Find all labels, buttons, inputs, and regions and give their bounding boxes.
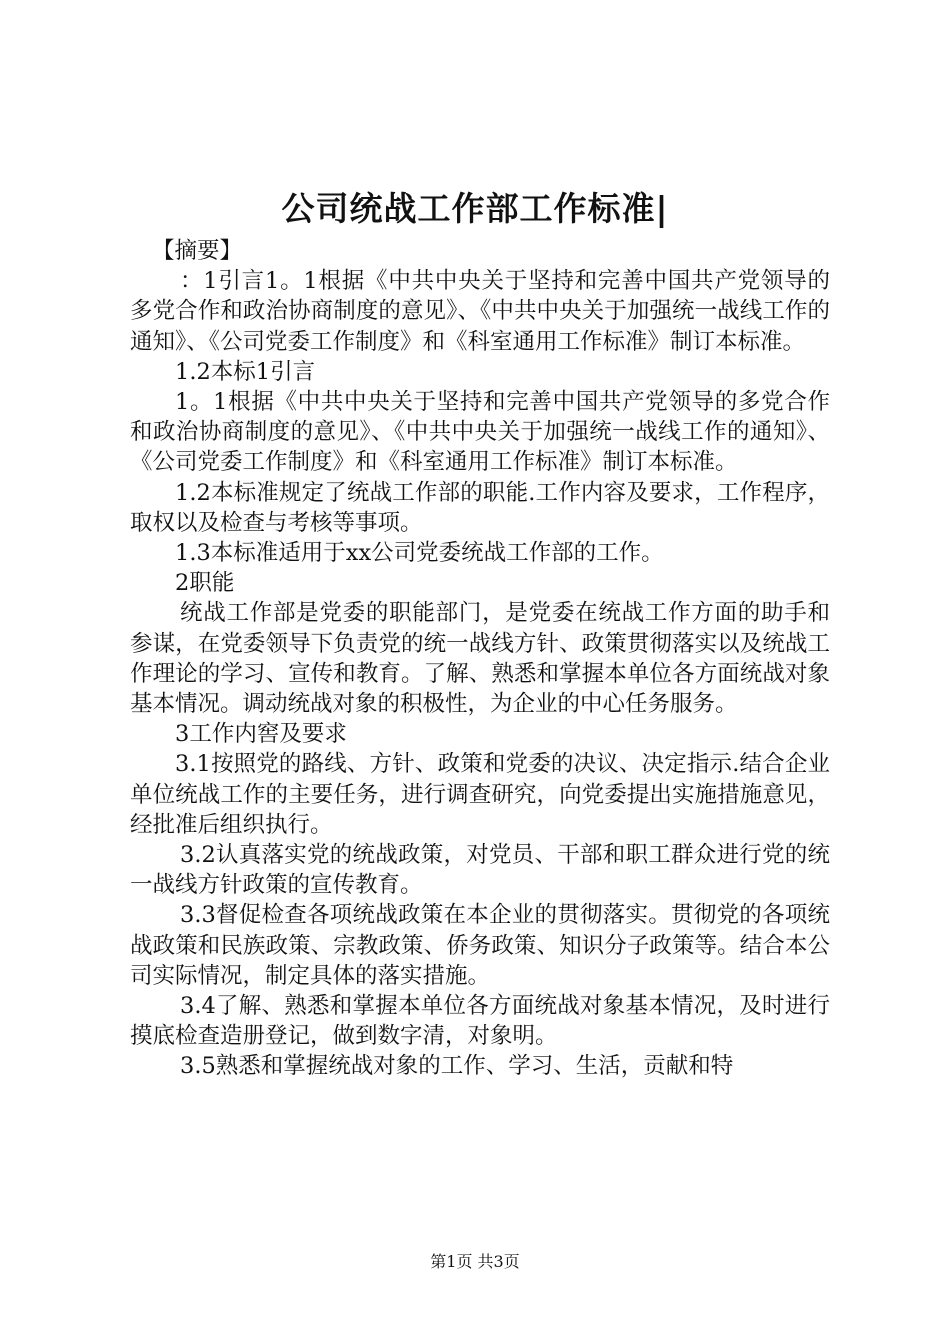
paragraph: 3.4了解、熟悉和掌握本单位各方面统战对象基本情况，及时进行摸底检查造册登记，做到数字清，对象明。 (130, 993, 830, 1050)
paragraph: 1。1根据《中共中央关于坚持和完善中国共产党领导的多党合作和政治协商制度的意见》、《中共中央关于加强统一战线工作的通知》、《公司党委工作制度》和《科室通用工作标准》制订本标准。 (130, 389, 830, 476)
section-heading: 3工作内窖及要求 (175, 721, 347, 748)
paragraph: 1.2本标准规定了统战工作部的职能.工作内容及要求，工作程序，取权以及检查与考核等事项。 (130, 479, 830, 536)
page-footer: 第1页 共3页 (430, 1252, 520, 1271)
abstract-heading: 【摘要】 (152, 238, 243, 264)
paragraph: 3.2认真落实党的统战政策，对党员、干部和职工群众进行党的统一战线方针政策的宣传教育。 (130, 842, 830, 899)
paragraph: 统战工作部是党委的职能部门，是党委在统战工作方面的助手和参谋，在党委领导下负责党的统一战线方针、政策贯彻落实以及统战工作理论的学习、宣传和教育。了解、熟悉和掌握本单位各方面统战对象基本情况。调动统战对象的积极性，为企业的中心任务服务。 (130, 600, 830, 718)
document-body (130, 236, 830, 1082)
document-title: 公司统战工作部工作标准| (281, 189, 669, 228)
paragraph: 1.2本标1引言 (175, 358, 316, 385)
section-heading: 2职能 (175, 570, 235, 597)
paragraph: 3.1按照党的路线、方针、政策和党委的决议、决定指示.结合企业单位统战工作的主要任务，进行调查研究，向党委提出实施措施意见，经批准后组织执行。 (130, 751, 830, 838)
paragraph: 3.3督促检查各项统战政策在本企业的贯彻落实。贯彻党的各项统战政策和民族政策、宗教政策、侨务政策、知识分子政策等。结合本公司实际情况，制定具体的落实措施。 (130, 902, 830, 989)
paragraph: 3.5熟悉和掌握统战对象的工作、学习、生活，贡献和特 (180, 1053, 734, 1080)
paragraph: 1.3本标准适用于xx公司党委统战工作部的工作。 (175, 540, 664, 567)
paragraph: ：1引言1。1根据《中共中央关于坚持和完善中国共产党领导的多党合作和政治协商制度的意见》、《中共中央关于加强统一战线工作的通知》、《公司党委工作制度》和《科室通用工作标准》制订本标准。 (130, 268, 830, 355)
